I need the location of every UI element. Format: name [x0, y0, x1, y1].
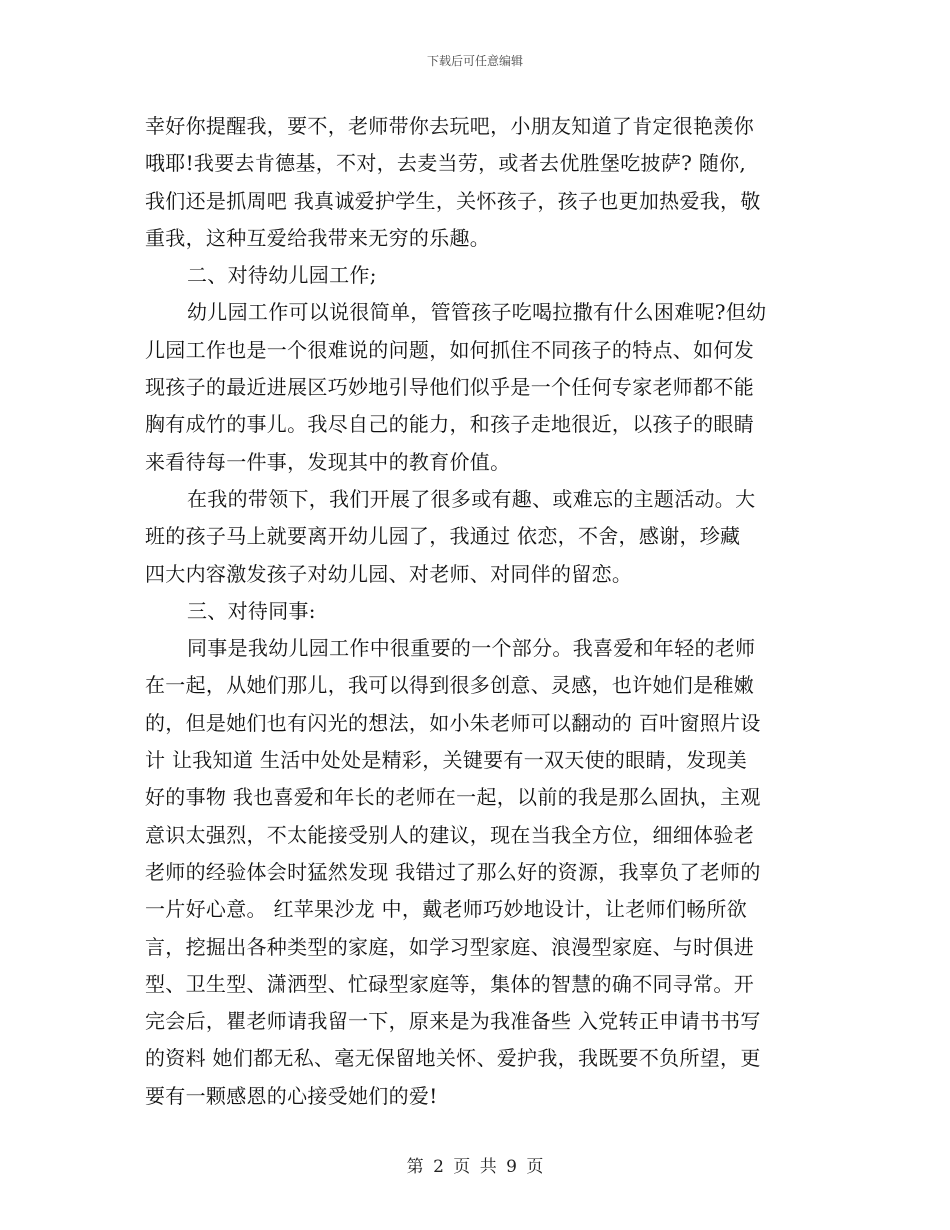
- page-number: 第 2 页 共 9 页: [406, 1157, 544, 1177]
- text-line: 幼儿园工作可以说很简单，管管孩子吃喝拉撒有什么困难呢?但幼: [187, 300, 767, 325]
- text-line: 现孩子的最近进展区巧妙地引导他们似乎是一个任何专家老师都不能: [145, 375, 754, 400]
- text-line: 计 让我知道 生活中处处是精彩，关键要有一双天使的眼睛，发现美: [145, 748, 748, 773]
- text-line: 言，挖掘出各种类型的家庭，如学习型家庭、浪漫型家庭、与时俱进: [145, 934, 754, 959]
- section-heading: 三、对待同事:: [187, 598, 316, 623]
- text-line: 在一起，从她们那儿，我可以得到很多创意、灵感，也许她们是稚嫩: [145, 673, 754, 698]
- text-line: 老师的经验体会时猛然发现 我错过了那么好的资源，我辜负了老师的: [145, 859, 761, 884]
- text-line: 同事是我幼儿园工作中很重要的一个部分。我喜爱和年轻的老师: [187, 636, 756, 661]
- text-line: 的资料 她们都无私、毫无保留地关怀、爱护我，我既要不负所望，更: [145, 1046, 761, 1071]
- text-line: 一片好心意。 红苹果沙龙 中，戴老师巧妙地设计，让老师们畅所欲: [145, 897, 748, 922]
- text-line: 儿园工作也是一个很难说的问题，如何抓住不同孩子的特点、如何发: [145, 337, 754, 362]
- text-line: 重我，这种互爱给我带来无穷的乐趣。: [145, 225, 491, 250]
- text-line: 哦耶!我要去肯德基，不对，去麦当劳，或者去优胜堡吃披萨? 随你,: [145, 151, 747, 176]
- text-line: 意识太强烈，不太能接受别人的建议，现在当我全方位，细细体验老: [145, 822, 754, 847]
- text-line: 好的事物 我也喜爱和年长的老师在一起，以前的我是那么固执，主观: [145, 785, 761, 810]
- text-line: 在我的带领下，我们开展了很多或有趣、或难忘的主题活动。大: [187, 486, 756, 511]
- document-body: [145, 108, 810, 1115]
- text-line: 要有一颗感恩的心接受她们的爱!: [145, 1083, 438, 1108]
- text-line: 胸有成竹的事儿。我尽自己的能力，和孩子走地很近，以孩子的眼睛: [145, 412, 754, 437]
- text-line: 四大内容激发孩子对幼儿园、对老师、对同伴的留恋。: [145, 561, 633, 586]
- page-header: 下载后可任意编辑: [426, 54, 523, 68]
- text-line: 我们还是抓周吧 我真诚爱护学生，关怀孩子，孩子也更加热爱我，敬: [145, 188, 761, 213]
- text-line: 幸好你提醒我，要不，老师带你去玩吧，小朋友知道了肯定很艳羡你: [145, 114, 754, 138]
- text-line: 的，但是她们也有闪光的想法，如小朱老师可以翻动的 百叶窗照片设: [145, 710, 761, 735]
- text-line: 来看待每一件事，发现其中的教育价值。: [145, 449, 511, 474]
- text-line: 完会后，瞿老师请我留一下，原来是为我准备些 入党转正申请书书写: [145, 1009, 761, 1034]
- section-heading: 二、对待幼儿园工作;: [187, 263, 377, 288]
- text-line: 班的孩子马上就要离开幼儿园了，我通过 依恋，不舍，感谢，珍藏: [145, 524, 741, 549]
- text-line: 型、卫生型、潇洒型、忙碌型家庭等，集体的智慧的确不同寻常。开: [145, 971, 754, 996]
